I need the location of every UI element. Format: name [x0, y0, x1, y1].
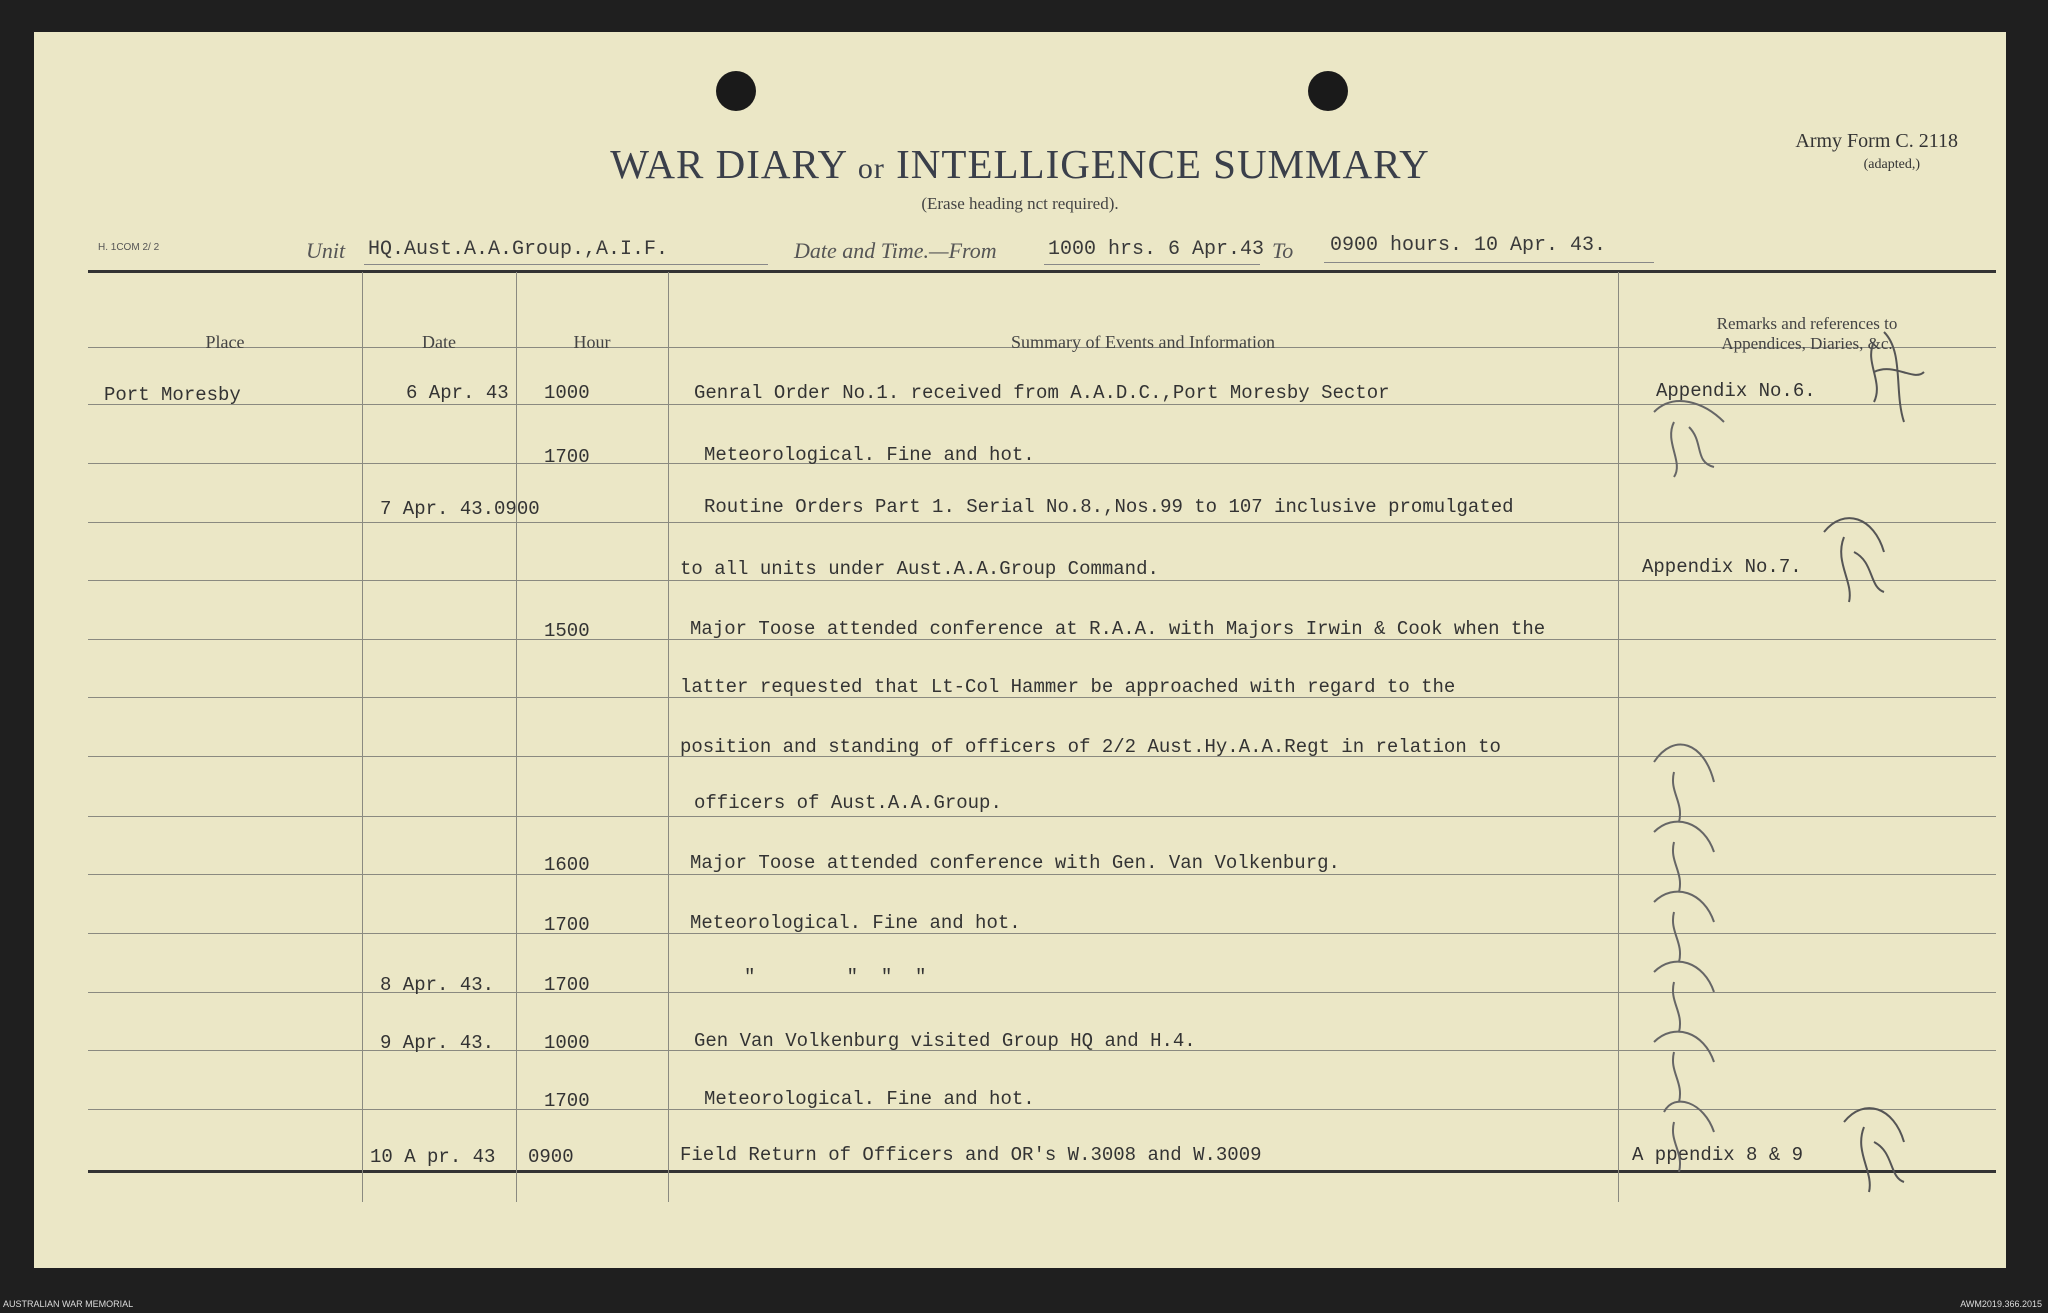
- from-underline: [1044, 264, 1260, 265]
- column-divider: [362, 272, 363, 1202]
- summary-cell: to all units under Aust.A.A.Group Command.: [680, 558, 1159, 580]
- summary-cell: Genral Order No.1. received from A.A.D.C.,Port Moresby Sector: [694, 382, 1390, 404]
- summary-cell: officers of Aust.A.A.Group.: [694, 792, 1002, 814]
- row-line: [88, 580, 1996, 581]
- hour-cell: 1500: [544, 620, 590, 642]
- to-value: 0900 hours. 10 Apr. 43.: [1330, 234, 1607, 257]
- summary-cell: latter requested that Lt-Col Hammer be approached with regard to the: [680, 676, 1456, 698]
- column-header-date: Date: [422, 332, 456, 352]
- to-underline: [1324, 262, 1654, 263]
- hour-cell: 1600: [544, 854, 590, 876]
- remarks-cell: Appendix No.6.: [1656, 380, 1816, 402]
- row-line: [88, 522, 1996, 523]
- unit-underline: [364, 264, 768, 265]
- date-cell: 8 Apr. 43.: [380, 974, 495, 996]
- hour-cell: 1700: [544, 974, 590, 996]
- form-code: H. 1COM 2/ 2: [98, 242, 160, 253]
- summary-cell: Field Return of Officers and OR's W.3008 and W.3009: [680, 1144, 1262, 1166]
- place-cell: Port Moresby: [104, 384, 241, 406]
- hour-cell: 0900: [528, 1146, 574, 1168]
- handwritten-initials: [1814, 502, 1894, 612]
- handwritten-initials: [1854, 322, 1934, 432]
- summary-cell: Gen Van Volkenburg visited Group HQ and H.4.: [694, 1030, 1196, 1052]
- hour-cell: 1700: [544, 914, 590, 936]
- hour-cell: 1000: [544, 382, 590, 404]
- from-value: 1000 hrs. 6 Apr.43: [1048, 238, 1265, 261]
- footer-source: AUSTRALIAN WAR MEMORIAL: [3, 1299, 134, 1309]
- column-divider: [668, 272, 669, 1202]
- footer-accession: AWM2019.366.2015: [1960, 1299, 2042, 1309]
- unit-value: HQ.Aust.A.A.Group.,A.I.F.: [368, 238, 669, 261]
- date-cell: 9 Apr. 43.: [380, 1032, 495, 1054]
- page-title: WAR DIARY or INTELLIGENCE SUMMARY: [610, 141, 1430, 187]
- hour-cell: 1000: [544, 1032, 590, 1054]
- column-header-remarks: Remarks and references to Appendices, Diaries, &c.: [1716, 314, 1898, 353]
- summary-cell: " " " ": [744, 966, 927, 988]
- unit-label: Unit: [306, 238, 346, 263]
- remarks-cell: A ppendix 8 & 9: [1632, 1144, 1804, 1166]
- hour-cell: 1700: [544, 1090, 590, 1112]
- handwritten-initials: [1644, 382, 1734, 482]
- column-header-summary: Summary of Events and Information: [1011, 332, 1275, 352]
- date-cell: 6 Apr. 43: [406, 382, 509, 404]
- date-cell: 7 Apr. 43.0900: [380, 498, 540, 520]
- hour-cell: 1700: [544, 446, 590, 468]
- summary-cell: Major Toose attended conference at R.A.A. with Majors Irwin & Cook when the: [690, 618, 1546, 640]
- summary-cell: Major Toose attended conference with Gen. Van Volkenburg.: [690, 852, 1340, 874]
- summary-cell: Meteorological. Fine and hot.: [704, 1088, 1035, 1110]
- handwritten-initials: [1834, 1092, 1914, 1202]
- column-divider: [516, 272, 517, 1202]
- to-label: To: [1272, 238, 1294, 263]
- date-cell: 10 A pr. 43: [370, 1146, 496, 1168]
- remarks-cell: Appendix No.7.: [1642, 556, 1802, 578]
- summary-cell: position and standing of officers of 2/2 Aust.Hy.A.A.Regt in relation to: [680, 736, 1501, 758]
- column-divider: [1618, 272, 1619, 1202]
- column-header-hour: Hour: [573, 332, 611, 352]
- date-time-label: Date and Time.—From: [794, 238, 997, 263]
- summary-cell: Meteorological. Fine and hot.: [690, 912, 1021, 934]
- punch-hole: [716, 71, 756, 111]
- summary-cell: Routine Orders Part 1. Serial No.8.,Nos.99 to 107 inclusive promulgated: [704, 496, 1514, 518]
- subtitle: (Erase heading nct required).: [921, 194, 1119, 213]
- diary-page: [34, 32, 2006, 1268]
- handwritten-initials: [1644, 732, 1734, 1172]
- summary-cell: Meteorological. Fine and hot.: [704, 444, 1035, 466]
- column-header-place: Place: [205, 332, 245, 352]
- punch-hole: [1308, 71, 1348, 111]
- table-top-border: [88, 270, 1996, 273]
- army-form-label: Army Form C. 2118 (adapted,): [1795, 130, 1958, 172]
